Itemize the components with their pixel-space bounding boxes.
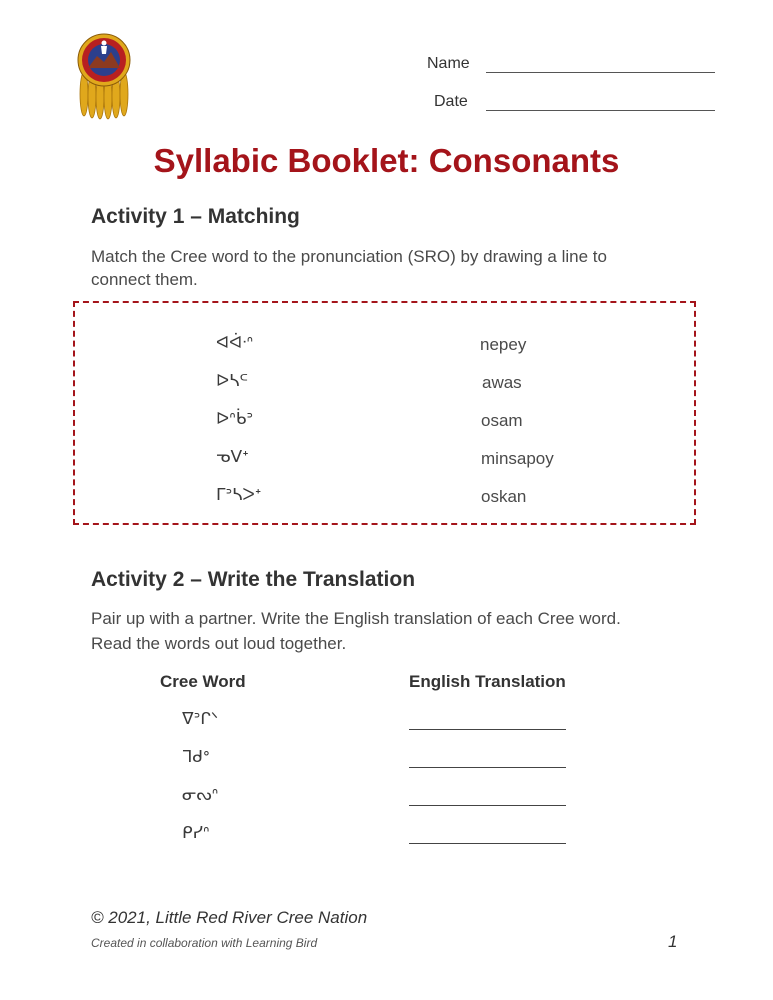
matching-box (73, 301, 696, 525)
match-pronunciation: minsapoy (481, 449, 554, 468)
activity1-instructions-2: connect them. (91, 270, 198, 289)
match-cree-word: ᐊᐋᐧᐢ (216, 333, 254, 353)
translation-answer-line[interactable] (409, 805, 566, 806)
match-cree-word: ᐅᓴᒼ (216, 371, 248, 391)
date-field[interactable] (486, 110, 715, 111)
column-header-english: English Translation (409, 672, 566, 691)
translation-cree-word: ᑭᓯᐢ (182, 823, 210, 843)
match-pronunciation: awas (482, 373, 522, 392)
footer-copyright: © 2021, Little Red River Cree Nation (91, 908, 368, 927)
activity2-instructions-2: Read the words out loud together. (91, 634, 347, 653)
translation-cree-word: ᒣᑯᐤ (182, 747, 210, 767)
translation-answer-line[interactable] (409, 843, 566, 844)
nation-logo (75, 32, 133, 120)
name-label: Name (427, 55, 470, 72)
activity2-heading: Activity 2 – Write the Translation (91, 568, 416, 591)
translation-answer-line[interactable] (409, 729, 566, 730)
translation-answer-line[interactable] (409, 767, 566, 768)
match-cree-word: ᐅᐢᑳᐣ (216, 409, 254, 429)
footer-credit: Created in collaboration with Learning Bird (91, 936, 318, 950)
activity1-instructions-1: Match the Cree word to the pronunciation (SRO) by drawing a line to (91, 247, 607, 266)
match-pronunciation: osam (481, 411, 523, 430)
activity1-heading: Activity 1 – Matching (91, 205, 300, 228)
column-header-cree: Cree Word (160, 672, 246, 691)
translation-cree-word: ᓂᔓᐢ (182, 785, 219, 805)
match-pronunciation: nepey (480, 335, 527, 354)
activity2-instructions-1: Pair up with a partner. Write the English translation of each Cree word. (91, 609, 621, 628)
match-pronunciation: oskan (481, 487, 527, 506)
translation-cree-word: ᐁᐣᒋᐠ (182, 709, 219, 729)
page-title: Syllabic Booklet: Consonants (153, 142, 620, 179)
date-label: Date (434, 93, 468, 110)
name-field[interactable] (486, 72, 715, 73)
match-cree-word: ᒥᐣᓴᐳᕀ (216, 485, 262, 505)
match-cree-word: ᓀᐯᕀ (216, 447, 249, 467)
page-number: 1 (668, 932, 678, 951)
